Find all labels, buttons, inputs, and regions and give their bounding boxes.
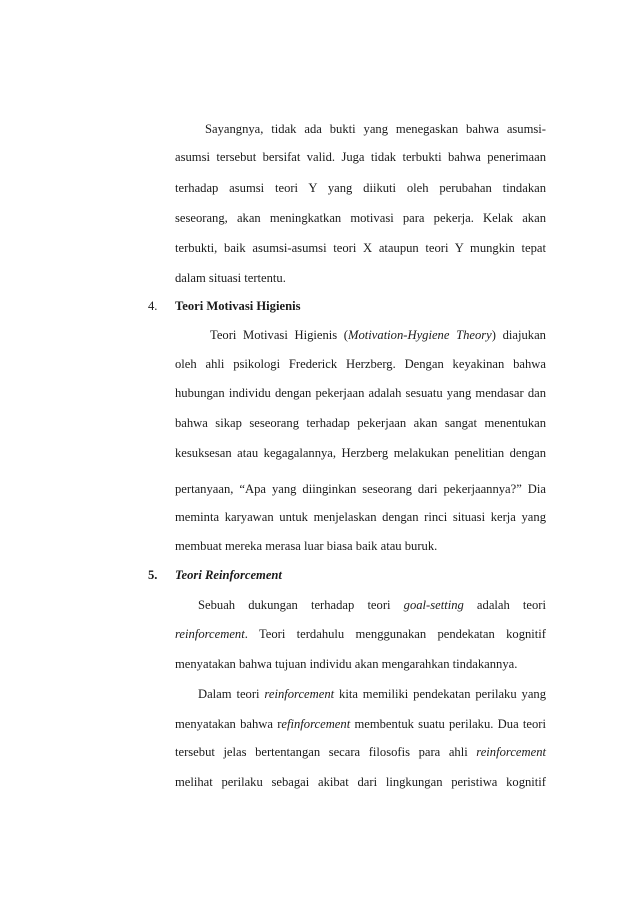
paragraph-line: asumsi tersebut bersifat valid. Juga tidak terbukti bahwa penerimaan: [175, 150, 546, 164]
text-run: menyatakan bahwa r: [175, 717, 282, 731]
paragraph-line: dalam situasi tertentu.: [175, 271, 286, 285]
text-run: kita memiliki pendekatan perilaku yang: [334, 687, 546, 701]
paragraph-line: oleh ahli psikologi Frederick Herzberg. Dengan keyakinan bahwa: [175, 357, 546, 371]
text-run: membentuk suatu perilaku. Dua teori: [350, 717, 546, 731]
text-run: . Teori terdahulu menggunakan pendekatan kognitif: [244, 627, 546, 641]
paragraph-line: pertanyaan, “Apa yang diinginkan seseorang dari pekerjaannya?” Dia: [175, 482, 546, 496]
paragraph-line: Sayangnya, tidak ada bukti yang menegaskan bahwa asumsi-: [205, 122, 546, 136]
italic-term: reinforcement: [476, 745, 546, 759]
section-heading: Teori Motivasi Higienis: [175, 299, 301, 313]
paragraph-line: menyatakan bahwa tujuan individu akan mengarahkan tindakannya.: [175, 657, 518, 671]
paragraph-line: terhadap asumsi teori Y yang diikuti oleh perubahan tindakan: [175, 181, 546, 195]
paragraph-line: [210, 327, 546, 343]
paragraph-line: hubungan individu dengan pekerjaan adalah sesuatu yang mendasar dan: [175, 386, 546, 400]
paragraph-line: melihat perilaku sebagai akibat dari lingkungan peristiwa kognitif: [175, 775, 546, 789]
italic-term: Motivation-Hygiene Theory: [348, 328, 492, 342]
italic-term: goal-setting: [403, 598, 464, 612]
section-heading: Teori Reinforcement: [175, 568, 282, 582]
text-run: tersebut jelas bertentangan secara filosofis para ahli: [175, 745, 477, 759]
text-run: Dalam teori: [198, 687, 265, 701]
section-number: 5.: [148, 568, 158, 582]
text-run: ) diajukan: [491, 328, 546, 342]
paragraph-line: membuat mereka merasa luar biasa baik atau buruk.: [175, 539, 438, 553]
text-run: Teori Motivasi Higienis (: [210, 328, 349, 342]
italic-term: reinforcement: [175, 627, 245, 641]
text-run: Sebuah dukungan terhadap teori: [198, 598, 404, 612]
italic-term: efinforcement: [281, 717, 351, 731]
paragraph-line: terbukti, baik asumsi-asumsi teori X ataupun teori Y mungkin tepat: [175, 241, 546, 255]
paragraph-line: seseorang, akan meningkatkan motivasi para pekerja. Kelak akan: [175, 211, 546, 225]
paragraph-line: kesuksesan atau kegagalannya, Herzberg melakukan penelitian dengan: [175, 446, 546, 460]
paragraph-line: [198, 597, 546, 613]
paragraph-line: [198, 686, 546, 702]
section-number: 4.: [148, 299, 158, 313]
paragraph-line: [175, 716, 546, 732]
paragraph-line: [175, 626, 546, 642]
italic-term: reinforcement: [264, 687, 335, 701]
paragraph-line: bahwa sikap seseorang terhadap pekerjaan akan sangat menentukan: [175, 416, 546, 430]
text-run: adalah teori: [463, 598, 546, 612]
paragraph-line: meminta karyawan untuk menjelaskan dengan rinci situasi kerja yang: [175, 510, 546, 524]
paragraph-line: [175, 744, 546, 760]
